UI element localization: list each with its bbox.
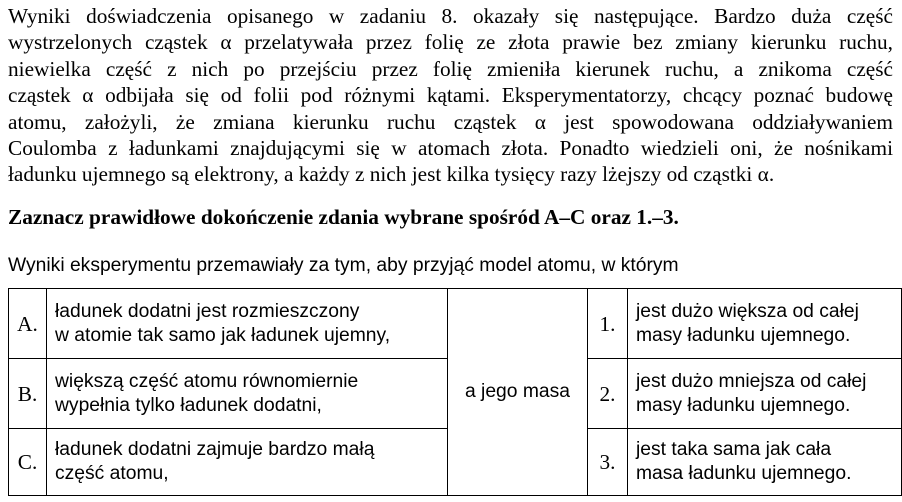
option-number-3[interactable]: 3. <box>588 429 628 496</box>
option-letter-b[interactable]: B. <box>9 359 47 429</box>
option-letter-c[interactable]: C. <box>9 429 47 496</box>
option-3-line: masa ładunku ujemnego. <box>636 463 852 484</box>
answer-table <box>8 288 902 496</box>
intro-line: atomu, założyli, że zmiana kierunku ruchu cząstek α jest spowodowana oddziaływaniem <box>8 109 893 134</box>
option-c-line: część atomu, <box>55 463 169 484</box>
option-1-line: masy ładunku ujemnego. <box>636 324 851 346</box>
intro-line: cząstek α odbijała się od folii pod różnymi kątami. Eksperymentatorzy, chcący poznać budowę <box>8 83 893 108</box>
option-b-line: większą część atomu równomiernie <box>55 370 359 392</box>
option-c-line: ładunek dodatni zajmuje bardzo małą <box>55 439 375 460</box>
task-intro-paragraph <box>8 3 893 188</box>
option-1[interactable] <box>628 289 902 359</box>
option-letter-a[interactable]: A. <box>9 289 47 359</box>
intro-line: wystrzelonych cząstek α przelatywała przez folię ze złota prawie bez zmiany kierunku ruchu, <box>8 30 893 55</box>
intro-line: Coulomba z ładunkami znajdującymi się w atomach złota. Ponadto wiedzieli oni, że nośnikami <box>8 136 893 161</box>
option-1-line: jest dużo większa od całej <box>636 300 859 322</box>
option-c[interactable] <box>47 429 448 496</box>
option-3[interactable] <box>628 429 902 496</box>
option-a-line: w atomie tak samo jak ładunek ujemny, <box>55 324 391 346</box>
intro-line: ładunku ujemnego są elektrony, a każdy z nich jest kilka tysięcy razy lżejszy od cząstki α. <box>8 162 775 187</box>
task-instruction: Zaznacz prawidłowe dokończenie zdania wybrane spośród A–C oraz 1.–3. <box>8 205 679 229</box>
intro-line: Wyniki doświadczenia opisanego w zadaniu 8. okazały się następujące. Bardzo duża część <box>8 4 893 28</box>
option-2-line: masy ładunku ujemnego. <box>636 394 851 416</box>
middle-connector: a jego masa <box>448 289 588 496</box>
option-3-line: jest taka sama jak cała <box>636 439 832 460</box>
sentence-stem: Wyniki eksperymentu przemawiały za tym, aby przyjąć model atomu, w którym <box>8 255 679 276</box>
option-2-line: jest dużo mniejsza od całej <box>636 370 867 392</box>
table-row <box>9 289 902 359</box>
option-number-2[interactable]: 2. <box>588 359 628 429</box>
intro-line: niewielka część z nich po przejściu przez folię zmieniła kierunek ruchu, a znikoma część <box>8 56 893 81</box>
option-b-line: wypełnia tylko ładunek dodatni, <box>55 394 322 416</box>
option-a[interactable] <box>47 289 448 359</box>
option-a-line: ładunek dodatni jest rozmieszczony <box>55 300 360 322</box>
option-b[interactable] <box>47 359 448 429</box>
option-2[interactable] <box>628 359 902 429</box>
option-number-1[interactable]: 1. <box>588 289 628 359</box>
